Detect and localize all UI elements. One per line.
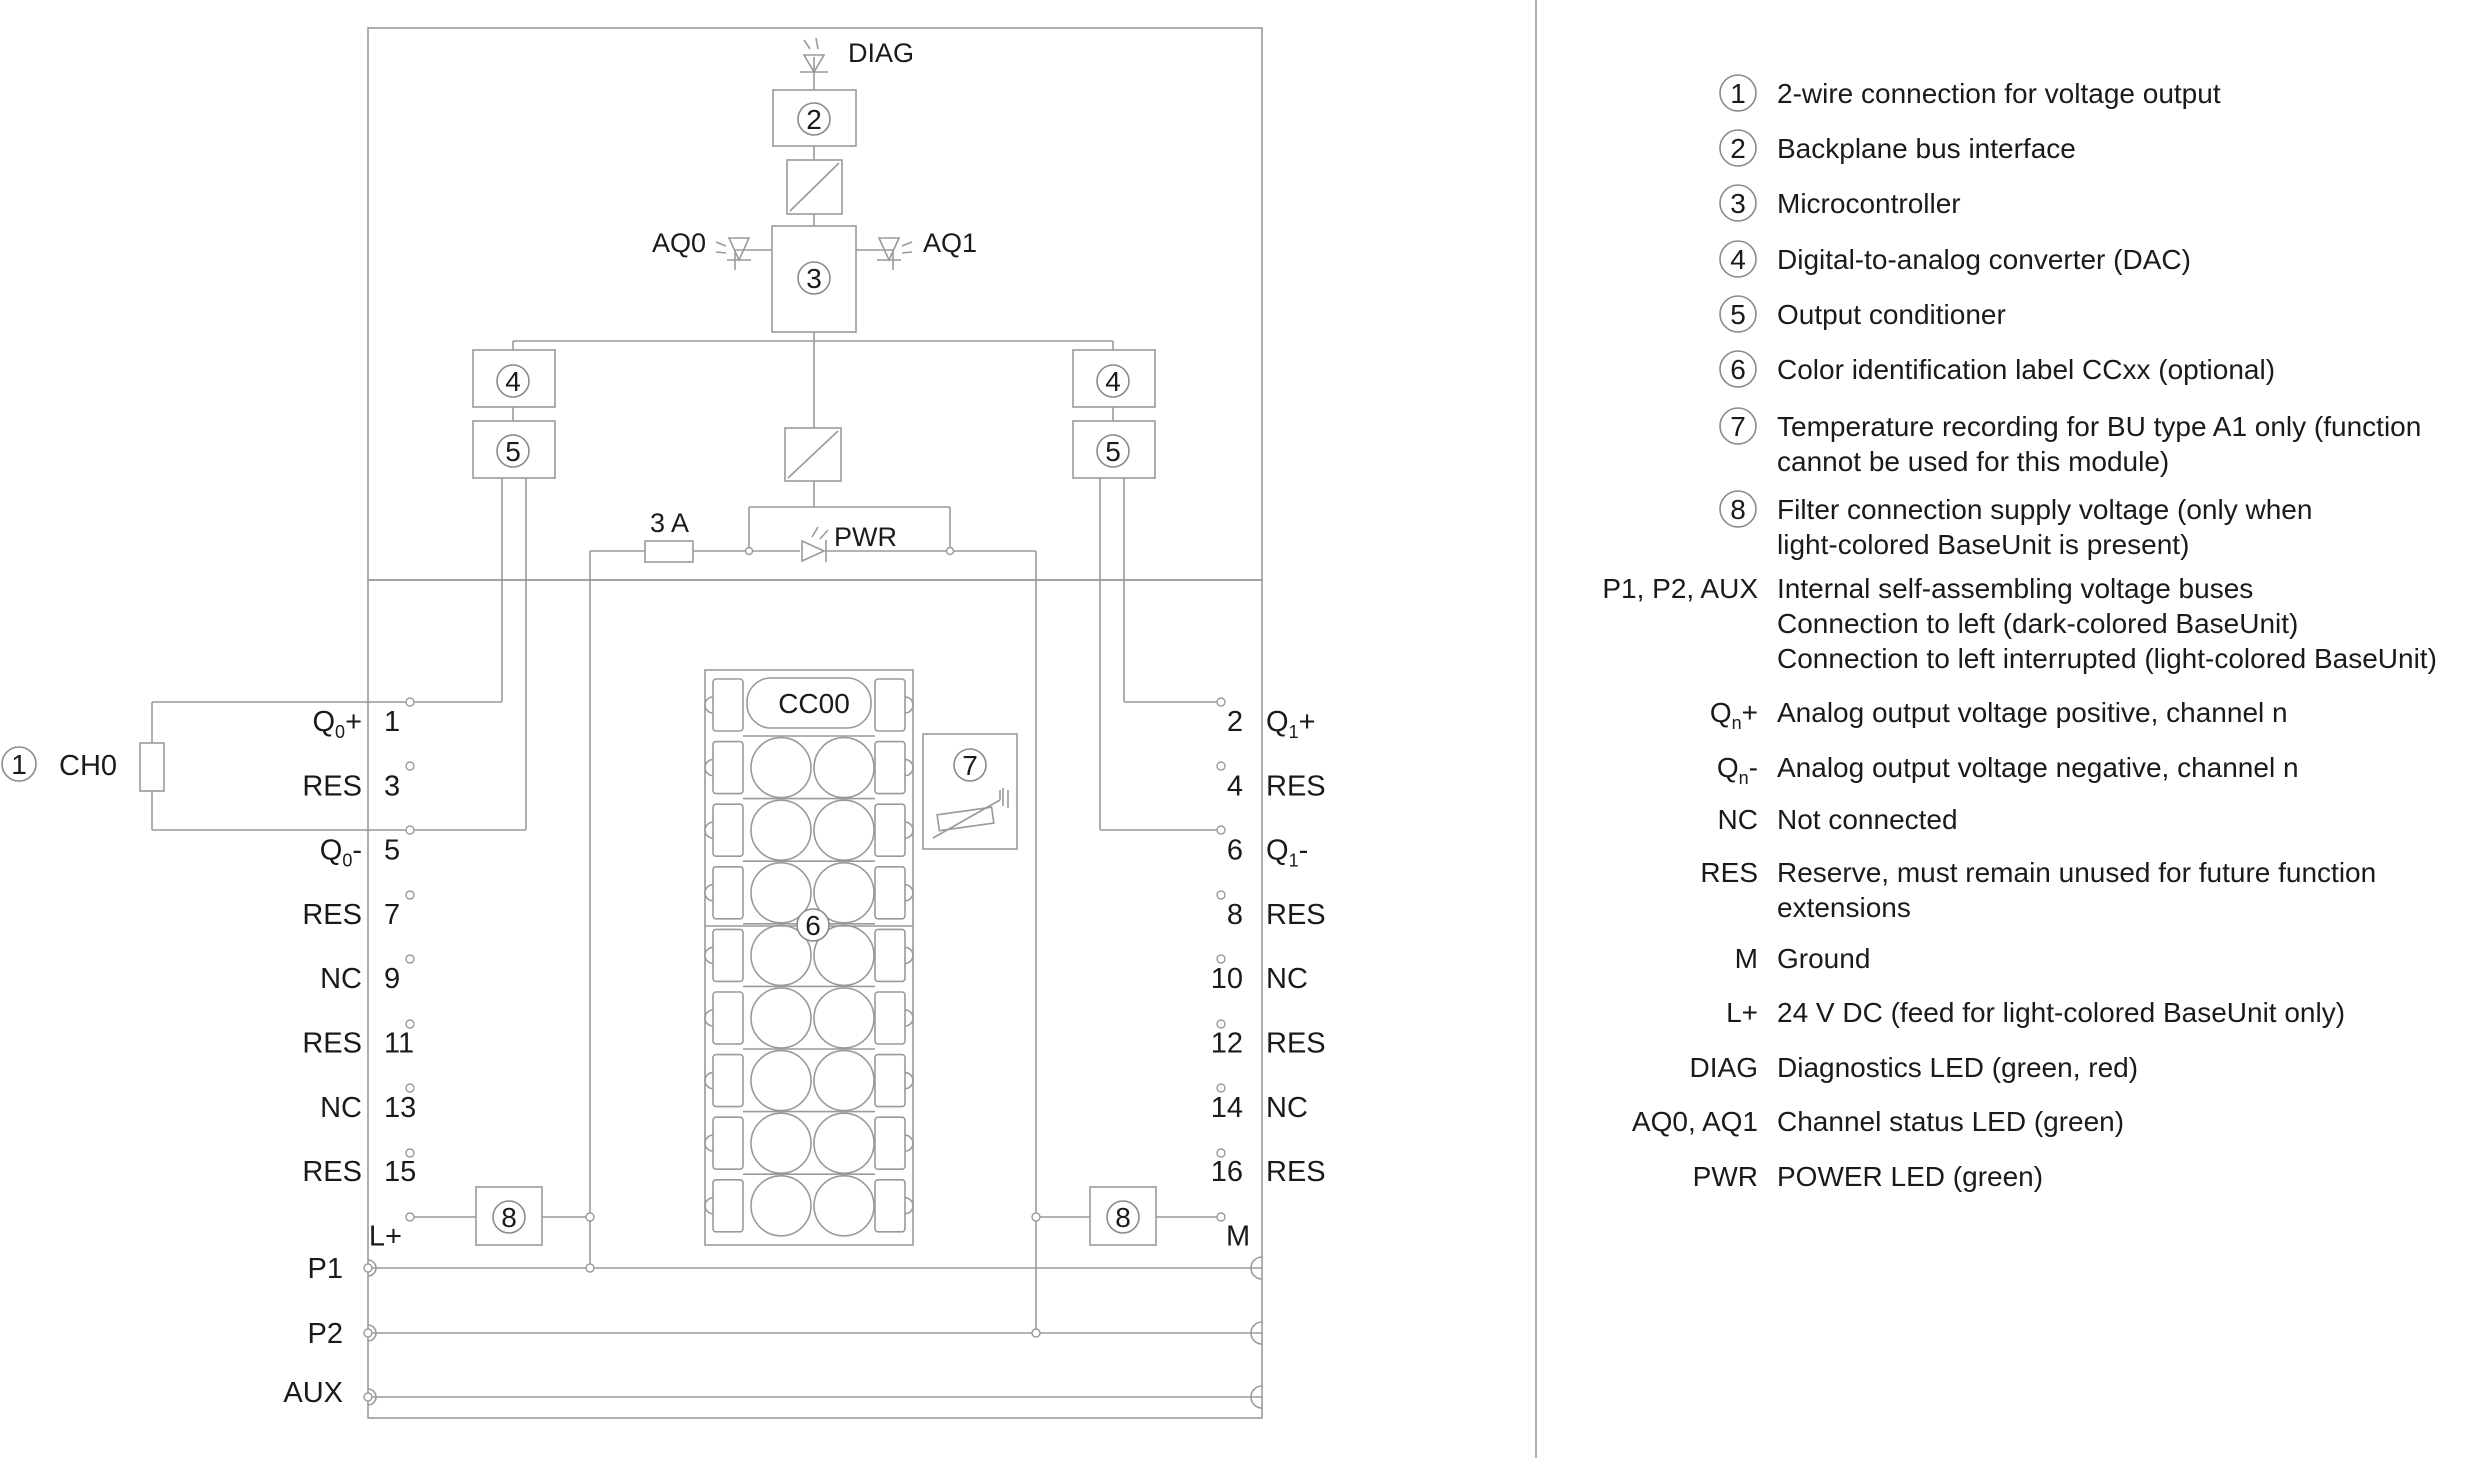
legend-item-1 [1720, 130, 2076, 166]
svg-text:7: 7 [962, 750, 978, 781]
legend-key: DIAG [1689, 1052, 1758, 1083]
svg-text:RES: RES [302, 1156, 362, 1189]
legend-item-7 [1720, 491, 2312, 560]
pin-right-10 [1211, 963, 1308, 995]
legend-key: AQ0, AQ1 [1631, 1106, 1758, 1137]
legend-item-10 [1717, 752, 2299, 788]
pin-right-8 [1227, 899, 1326, 931]
legend-key: L+ [1726, 997, 1758, 1028]
fuse-icon [645, 541, 693, 562]
svg-text:Q0+: $Q_0+$ [312, 706, 362, 742]
marker-3 [798, 262, 830, 294]
legend [1602, 75, 2437, 1192]
pin-right-12 [1211, 1028, 1326, 1060]
legend-text: Connection to left (dark-colored BaseUnit) [1777, 608, 2299, 639]
marker-1 [2, 747, 36, 781]
temperature-recording [923, 734, 1017, 849]
legend-text: Digital-to-analog converter (DAC) [1777, 244, 2191, 275]
svg-text:NC: NC [320, 963, 362, 996]
legend-text: cannot be used for this module) [1777, 446, 2170, 477]
terminal-wiring [2, 478, 1262, 1408]
coding-element-cells [705, 678, 913, 1236]
legend-item-13 [1735, 943, 1871, 974]
pin-right-M [1226, 1220, 1250, 1252]
svg-text:RES: RES [1266, 770, 1326, 803]
svg-text:2: 2 [1226, 706, 1243, 738]
terminal-points-right [1217, 698, 1225, 1221]
legend-text: extensions [1777, 892, 1911, 923]
svg-text:12: 12 [1210, 1027, 1243, 1060]
legend-text: 24 V DC (feed for light-colored BaseUnit only) [1777, 997, 2346, 1028]
legend-text: POWER LED (green) [1777, 1161, 2044, 1192]
legend-text: Reserve, must remain unused for future function [1777, 857, 2377, 888]
legend-item-17 [1693, 1161, 2043, 1192]
legend-item-11 [1718, 804, 1958, 835]
pin-left-3 [302, 770, 400, 802]
svg-text:M: M [1226, 1220, 1251, 1253]
legend-item-5 [1720, 351, 2275, 387]
ch0-label: CH0 [59, 750, 118, 782]
svg-text:Q1+: $Q_1+$ [1266, 706, 1316, 742]
legend-item-14 [1726, 997, 2345, 1028]
legend-key: 8 [1730, 494, 1746, 525]
svg-text:6: 6 [1226, 834, 1243, 867]
pin-right-2 [1227, 706, 1316, 742]
svg-text:4: 4 [1105, 366, 1121, 397]
svg-text:RES: RES [1266, 898, 1326, 931]
svg-text:8: 8 [501, 1202, 517, 1233]
svg-text:10: 10 [1210, 963, 1243, 996]
svg-text:5: 5 [505, 436, 521, 467]
legend-key: 7 [1730, 411, 1746, 442]
marker-6 [797, 909, 829, 941]
svg-text:Q1-: $Q_1-$ [1266, 834, 1309, 871]
svg-text:13: 13 [384, 1091, 417, 1124]
svg-text:16: 16 [1210, 1156, 1243, 1189]
svg-text:15: 15 [384, 1156, 417, 1189]
legend-key: 2 [1730, 133, 1746, 164]
pin-left-9 [320, 963, 400, 995]
legend-key: P1, P2, AUX [1602, 573, 1758, 604]
legend-text: Analog output voltage negative, channel n [1777, 752, 2299, 783]
svg-text:11: 11 [384, 1027, 415, 1060]
legend-text: Output conditioner [1777, 299, 2006, 330]
legend-item-9 [1710, 697, 2288, 733]
legend-item-12 [1700, 857, 2376, 923]
legend-text: Filter connection supply voltage (only when [1777, 494, 2313, 525]
pwr-label: PWR [834, 522, 897, 552]
legend-text: light-colored BaseUnit is present) [1777, 529, 2190, 560]
legend-item-15 [1690, 1052, 2139, 1083]
legend-text: Channel status LED (green) [1777, 1106, 2125, 1137]
aq1-led-icon [856, 238, 912, 270]
left-pin-labels [302, 706, 416, 1252]
right-pin-labels [1211, 706, 1326, 1252]
module-outline [368, 0, 1536, 1458]
load-resistor-icon [140, 743, 164, 791]
pin-left-L+ [369, 1220, 402, 1252]
svg-text:RES: RES [302, 1027, 362, 1060]
svg-text:8: 8 [1226, 898, 1243, 931]
svg-text:Q0-: $Q_0-$ [319, 834, 362, 871]
svg-text:NC: NC [320, 1091, 362, 1124]
electronics-section [473, 38, 1155, 562]
pwr-led-icon [802, 527, 828, 562]
legend-key: PWR [1692, 1161, 1758, 1192]
pin-right-4 [1227, 770, 1326, 802]
svg-text:5: 5 [1105, 436, 1121, 467]
svg-text:RES: RES [302, 898, 362, 931]
svg-text:6: 6 [805, 910, 821, 941]
legend-item-4 [1720, 296, 2006, 332]
legend-text: Not connected [1777, 804, 1958, 835]
legend-item-3 [1720, 241, 2191, 277]
svg-text:1: 1 [11, 749, 27, 780]
svg-text:2: 2 [806, 104, 822, 135]
pin-left-1 [312, 706, 400, 742]
marker-8-left [493, 1201, 525, 1233]
legend-key: $Q_n-$ [1716, 752, 1758, 788]
legend-key: M [1734, 943, 1758, 974]
svg-text:1: 1 [384, 706, 401, 738]
cc-label: CC00 [778, 688, 850, 719]
marker-7 [954, 749, 986, 781]
svg-text:4: 4 [505, 366, 521, 397]
pin-left-11 [302, 1028, 414, 1060]
legend-text: Internal self-assembling voltage buses [1777, 573, 2254, 604]
legend-item-2 [1720, 185, 1961, 221]
legend-key: 5 [1730, 299, 1746, 330]
aq1-label: AQ1 [923, 228, 978, 258]
legend-text: Analog output voltage positive, channel n [1777, 697, 2288, 728]
legend-key: RES [1700, 857, 1758, 888]
marker-4-left [497, 365, 529, 397]
diag-label: DIAG [848, 38, 915, 68]
pin-right-14 [1211, 1092, 1308, 1124]
marker-5-left [497, 435, 529, 467]
marker-8-right [1107, 1201, 1139, 1233]
color-identification-label [705, 670, 913, 1245]
legend-text: Ground [1777, 943, 1871, 974]
pin-left-15 [302, 1156, 416, 1188]
legend-text: Temperature recording for BU type A1 only (function [1777, 411, 2422, 442]
legend-key: 3 [1730, 188, 1746, 219]
pin-left-5 [320, 835, 400, 871]
svg-text:7: 7 [384, 898, 401, 931]
svg-text:8: 8 [1115, 1202, 1131, 1233]
legend-text: Color identification label CCxx (optional) [1777, 354, 2276, 385]
svg-text:9: 9 [384, 963, 401, 996]
svg-text:4: 4 [1226, 770, 1243, 803]
legend-text: Microcontroller [1777, 188, 1961, 219]
svg-text:NC: NC [1266, 1091, 1308, 1124]
marker-5-right [1097, 435, 1129, 467]
svg-text:RES: RES [302, 770, 362, 803]
legend-item-8 [1602, 573, 2437, 674]
pin-left-7 [302, 899, 400, 931]
svg-text:3: 3 [384, 770, 401, 803]
pin-right-16 [1211, 1156, 1326, 1188]
svg-text:RES: RES [1266, 1027, 1326, 1060]
legend-key: 1 [1730, 78, 1746, 109]
legend-key: NC [1717, 804, 1758, 835]
legend-text: 2-wire connection for voltage output [1777, 78, 2221, 109]
legend-item-0 [1720, 75, 2221, 111]
legend-key: 4 [1730, 244, 1746, 275]
svg-text:RES: RES [1266, 1156, 1326, 1189]
aq0-led-icon [716, 238, 772, 270]
fuse-label: 3 A [650, 508, 690, 538]
bus-labels [283, 1253, 343, 1409]
marker-2 [798, 103, 830, 135]
aq0-label: AQ0 [652, 228, 707, 258]
legend-item-6 [1720, 408, 2421, 477]
bus-label-2: AUX [283, 1377, 343, 1409]
svg-text:NC: NC [1266, 963, 1308, 996]
svg-text:3: 3 [806, 263, 822, 294]
bus-label-0: P1 [307, 1253, 343, 1285]
terminal-points-left [406, 698, 414, 1221]
pin-right-6 [1227, 835, 1308, 871]
legend-text: Diagnostics LED (green, red) [1777, 1052, 2139, 1083]
legend-key: $Q_n+$ [1709, 697, 1758, 733]
marker-4-right [1097, 365, 1129, 397]
svg-text:14: 14 [1210, 1091, 1243, 1124]
svg-text:5: 5 [384, 834, 401, 867]
bus-label-1: P2 [307, 1318, 343, 1350]
legend-key: 6 [1730, 354, 1746, 385]
legend-text: Backplane bus interface [1777, 133, 2076, 164]
svg-text:L+: L+ [368, 1220, 402, 1253]
legend-text: Connection to left interrupted (light-colored BaseUnit) [1777, 643, 2437, 674]
legend-item-16 [1632, 1106, 2124, 1137]
diag-led-icon [800, 38, 828, 90]
